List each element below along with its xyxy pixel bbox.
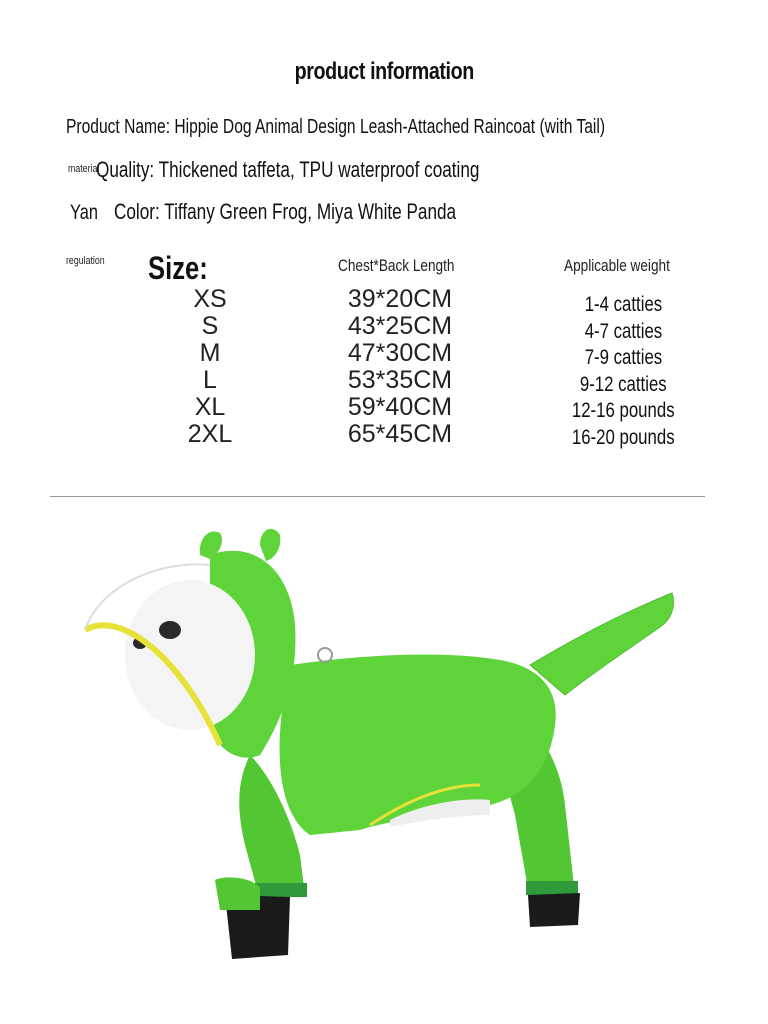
chest-cell: 43*25CM <box>347 312 453 340</box>
size-cell: L <box>203 366 217 394</box>
size-label: Size: <box>148 250 208 286</box>
weight-cell: 9-12 catties <box>579 372 667 396</box>
color-line: Color: Tiffany Green Frog, Miya White Panda <box>114 199 457 224</box>
quality-line: Quality: Thickened taffeta, TPU waterproof coating <box>96 157 480 182</box>
dog-raincoat-photo <box>60 515 700 975</box>
section-divider <box>50 496 705 497</box>
chest-cell: 47*30CM <box>347 339 453 367</box>
chest-cell: 39*20CM <box>347 285 453 313</box>
dog-head <box>125 580 255 730</box>
size-cell: M <box>199 339 221 367</box>
chest-cell: 65*45CM <box>347 420 453 448</box>
size-cell: XL <box>194 393 226 421</box>
weight-cell: 4-7 catties <box>584 319 662 343</box>
product-name-line: Product Name: Hippie Dog Animal Design Leash-Attached Raincoat (with Tail) <box>66 116 606 138</box>
chest-column <box>330 286 470 448</box>
tail <box>530 593 674 695</box>
chest-cell: 59*40CM <box>347 393 453 421</box>
size-cell: S <box>201 312 219 340</box>
leash-ring <box>318 648 332 662</box>
yan-tag: Yan <box>70 201 98 224</box>
weight-column <box>548 292 698 451</box>
material-tag: material <box>68 163 100 175</box>
page-title: product information <box>294 58 474 85</box>
size-cell: 2XL <box>187 420 233 448</box>
weight-cell: 7-9 catties <box>584 346 662 369</box>
size-column <box>160 286 260 448</box>
weight-cell: 1-4 catties <box>584 293 662 316</box>
chest-header: Chest*Back Length <box>338 256 455 275</box>
chest-cell: 53*35CM <box>347 366 453 394</box>
weight-cell: 16-20 pounds <box>571 425 675 449</box>
weight-cell: 12-16 pounds <box>571 399 675 422</box>
weight-header: Applicable weight <box>564 256 670 275</box>
regulation-tag: regulation <box>66 255 105 267</box>
size-cell: XS <box>193 285 227 313</box>
